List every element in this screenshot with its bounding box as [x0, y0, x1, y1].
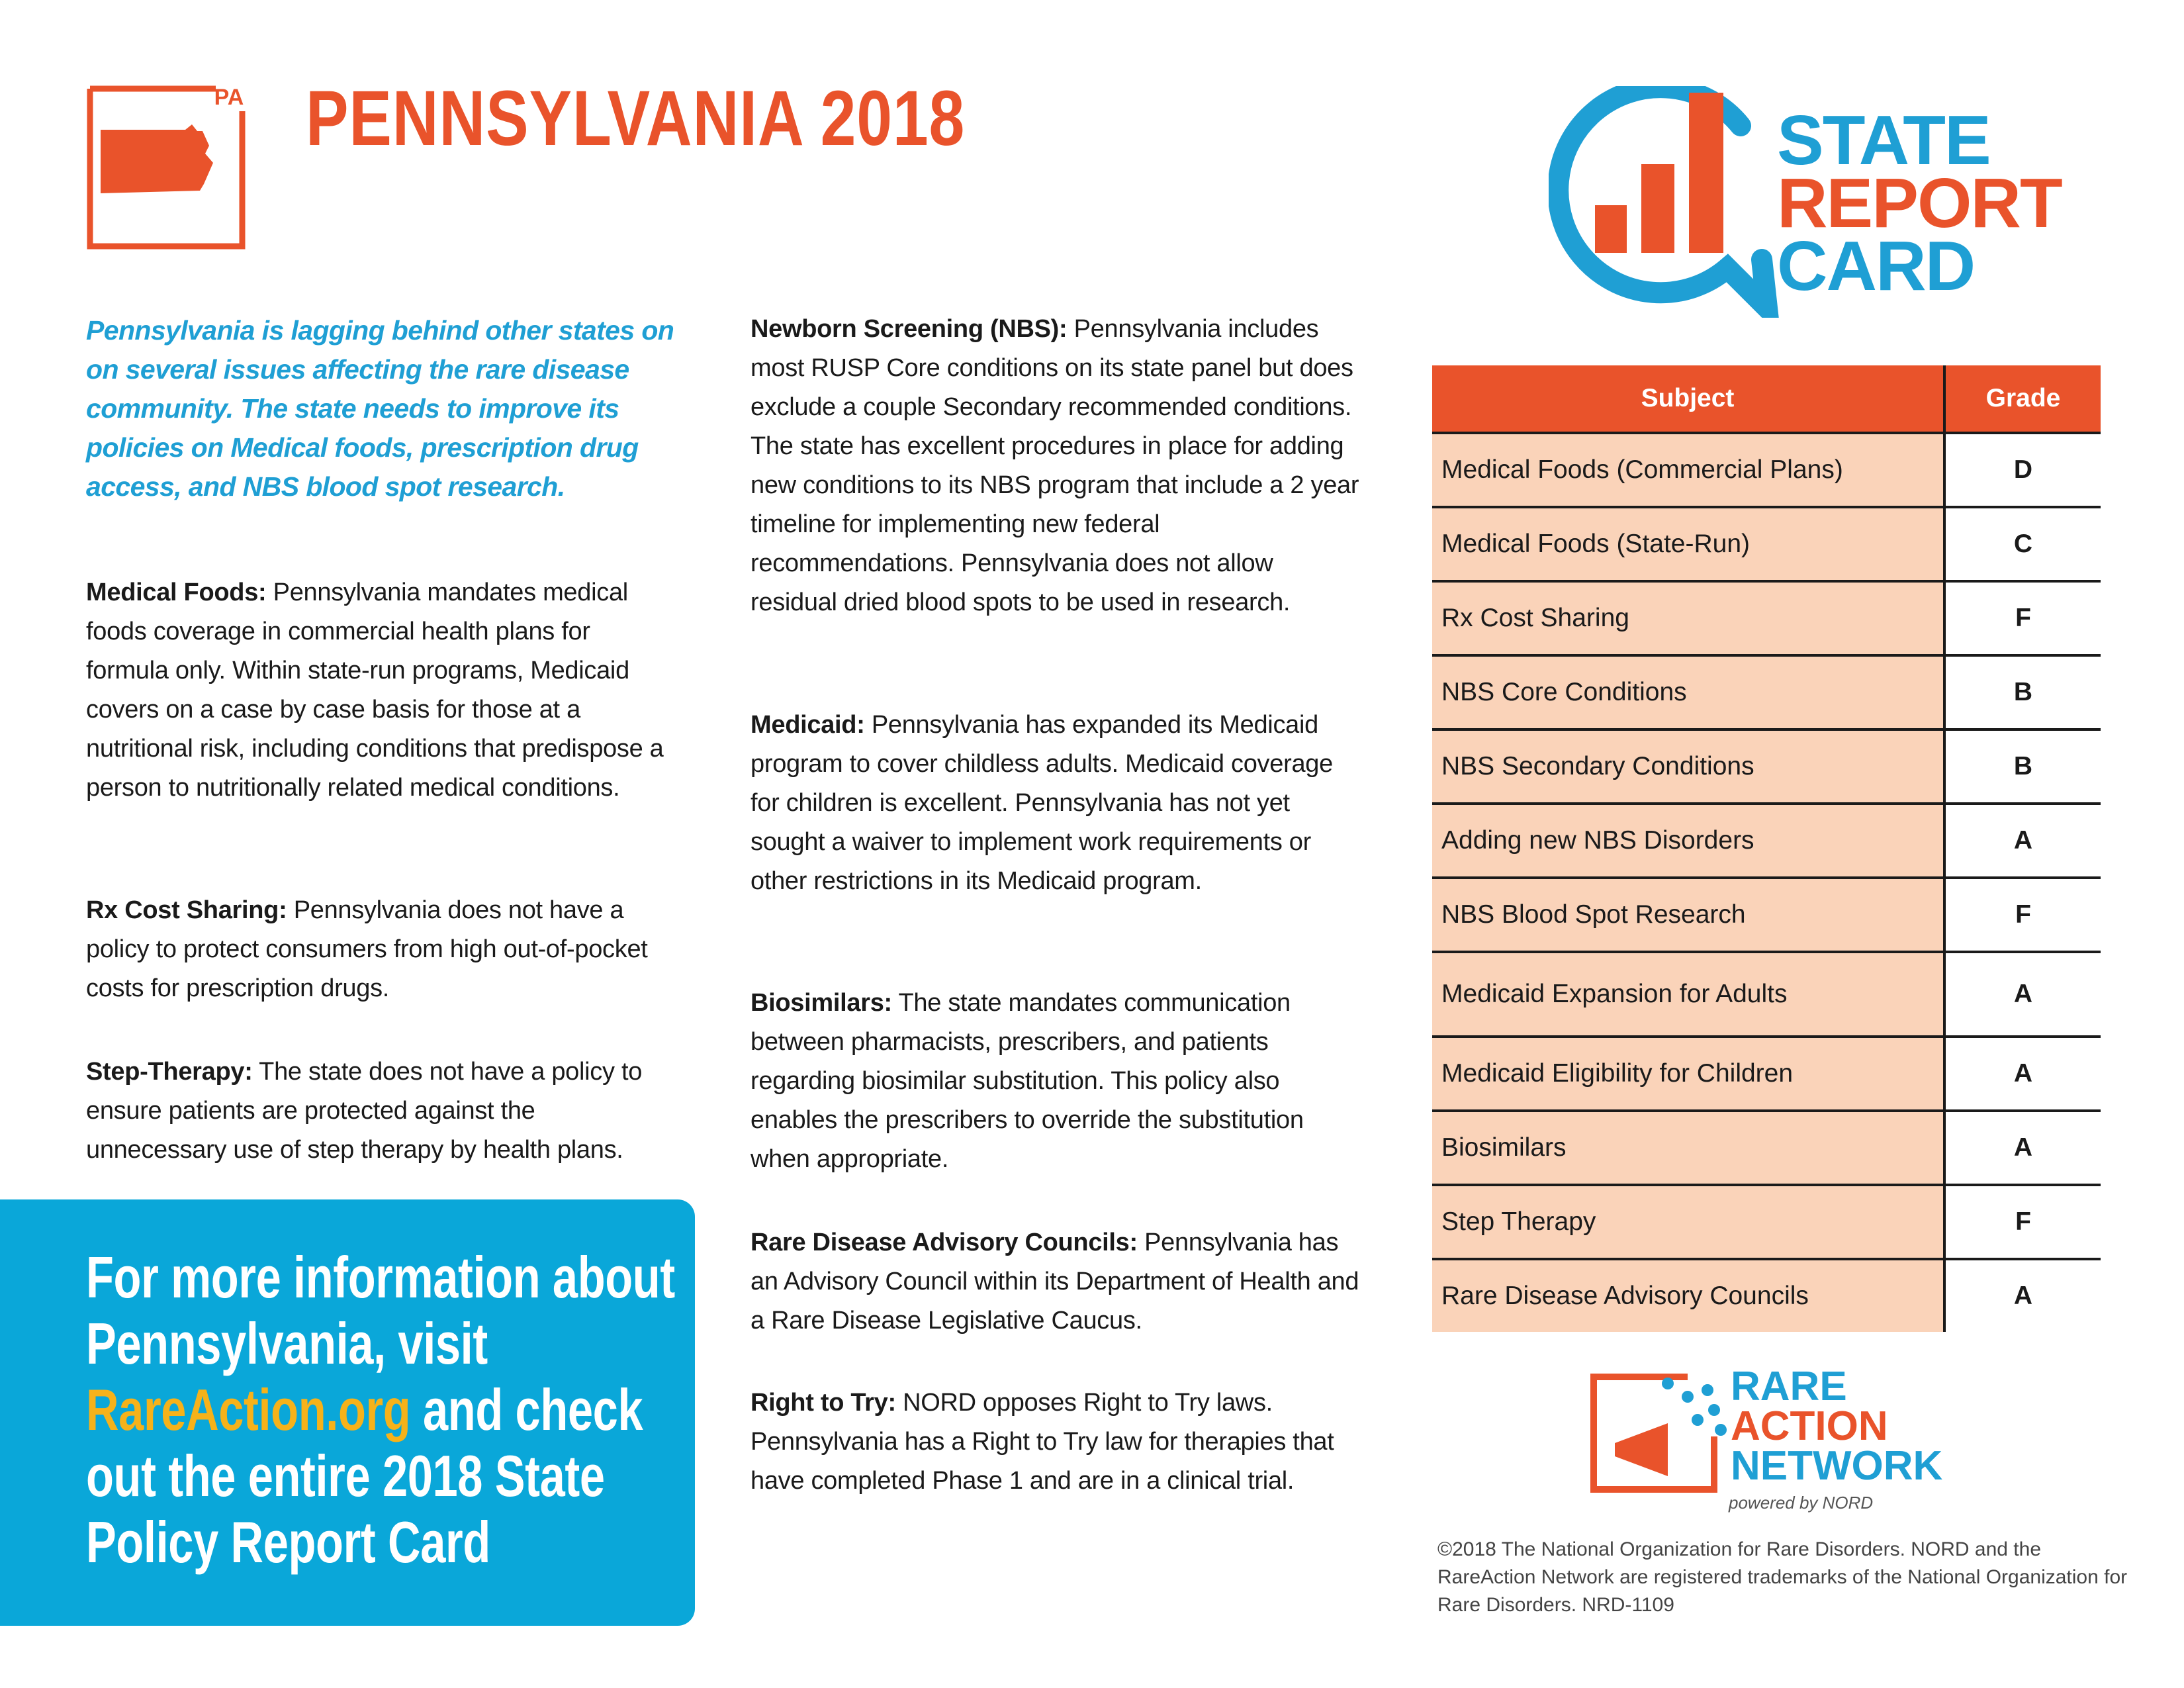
section-rx-cost-sharing — [86, 891, 668, 1008]
grade-cell: F — [1944, 581, 2101, 655]
section-body: Pennsylvania mandates medical foods coverage in commercial health plans for formula only. Within state-run programs, Medicaid covers on a case by case basis for those at a nutritional risk, including conditions that predispose a person to nutritionally related medical conditions. — [86, 579, 664, 802]
logo-wordmark — [1777, 101, 2062, 305]
dot-icon — [1715, 1424, 1727, 1436]
ran-wordmark — [1731, 1364, 1943, 1489]
grade-table — [1432, 365, 2101, 1332]
subject-cell: Step Therapy — [1432, 1185, 1944, 1259]
section-heading: Biosimilars: — [751, 989, 892, 1017]
subject-cell: Medicaid Expansion for Adults — [1432, 952, 1944, 1037]
section-heading: Medical Foods: — [86, 579, 267, 606]
table-row — [1432, 952, 2101, 1037]
chart-bar-icon — [1595, 205, 1627, 253]
section-biosimilars — [751, 984, 1366, 1179]
section-body: NORD opposes Right to Try laws. Pennsylvania has a Right to Try law for therapies that have completed Phase 1 and are in a clinical trial. — [751, 1389, 1334, 1495]
pennsylvania-state-badge — [86, 85, 253, 250]
grade-cell: A — [1944, 1111, 2101, 1185]
subject-cell: Rare Disease Advisory Councils — [1432, 1259, 1944, 1332]
badge-abbr: PA — [214, 85, 244, 110]
table-row — [1432, 433, 2101, 507]
section-body: The state does not have a policy to ensure patients are protected against the unnecessary use of step therapy by health plans. — [86, 1058, 643, 1164]
megaphone-icon — [1615, 1423, 1668, 1476]
section-step-therapy — [86, 1053, 668, 1170]
grade-cell: A — [1944, 1259, 2101, 1332]
section-body: Pennsylvania includes most RUSP Core conditions on its state panel but does exclude a couple Secondary recommended conditions. The state has excellent procedures in place for adding new conditions to its NBS program that include a 2 year timeline for implementing new federal recommendations. Pennsylvania does not allow residual dried blood spots to be used in research. — [751, 315, 1359, 616]
page-title: PENNSYLVANIA 2018 — [306, 75, 966, 162]
section-heading: Right to Try: — [751, 1389, 896, 1417]
subject-cell: Rx Cost Sharing — [1432, 581, 1944, 655]
chart-bar-icon — [1689, 93, 1723, 253]
section-right-to-try — [751, 1383, 1366, 1501]
section-medicaid — [751, 706, 1366, 901]
callout-post: and check out the entire 2018 State Policy Report Card — [86, 1377, 643, 1575]
intro-summary: Pennsylvania is lagging behind other states on on several issues affecting the rare disease community. The state needs to improve its policies on Medical foods, prescription drug access, and NBS blood spot research. — [86, 315, 674, 502]
ran-line-3: NETWORK — [1731, 1443, 1943, 1489]
dot-icon — [1682, 1391, 1694, 1403]
pennsylvania-map-icon — [101, 124, 213, 193]
section-body: Pennsylvania has expanded its Medicaid program to cover childless adults. Medicaid coverage for children is excellent. Pennsylvania has not yet sought a waiver to implement work requirements or other restrictions in its Medicaid program. — [751, 711, 1333, 895]
grade-cell: A — [1944, 804, 2101, 878]
ran-powered-by: powered by NORD — [1729, 1493, 1874, 1513]
grade-cell: A — [1944, 952, 2101, 1037]
grade-cell: F — [1944, 1185, 2101, 1259]
table-row — [1432, 507, 2101, 581]
table-row — [1432, 804, 2101, 878]
rareaction-link[interactable]: RareAction.org — [86, 1377, 411, 1442]
grade-cell: B — [1944, 655, 2101, 729]
grade-cell: C — [1944, 507, 2101, 581]
section-heading: Newborn Screening (NBS): — [751, 315, 1068, 343]
table-row — [1432, 1259, 2101, 1332]
dot-icon — [1702, 1384, 1713, 1396]
copyright-footer: ©2018 The National Organization for Rare Disorders. NORD and the RareAction Network are registered trademarks of the National Organization for Rare Disorders. NRD-1109 — [1437, 1538, 2128, 1616]
callout-text — [86, 1244, 680, 1575]
section-heading: Step-Therapy: — [86, 1058, 253, 1086]
logo-line-3: CARD — [1777, 227, 1975, 305]
table-row — [1432, 655, 2101, 729]
section-medical-foods — [86, 573, 668, 808]
table-row — [1432, 1111, 2101, 1185]
column-header-subject: Subject — [1432, 365, 1944, 433]
callout-pre: For more information about Pennsylvania, visit — [86, 1244, 675, 1376]
chart-bar-icon — [1641, 164, 1674, 253]
subject-cell: NBS Secondary Conditions — [1432, 729, 1944, 804]
section-body: Pennsylvania does not have a policy to protect consumers from high out-of-pocket costs for prescription drugs. — [86, 896, 648, 1002]
section-body: The state mandates communication between pharmacists, prescribers, and patients regarding biosimilar substitution. This policy also enables the prescribers to override the substitution when appropriate. — [751, 989, 1304, 1173]
grade-cell: B — [1944, 729, 2101, 804]
logo-line-2: REPORT — [1777, 164, 2062, 242]
subject-cell: Biosimilars — [1432, 1111, 1944, 1185]
section-body: Pennsylvania has an Advisory Council within its Department of Health and a Rare Disease Legislative Caucus. — [751, 1229, 1359, 1335]
table-header-row — [1432, 365, 2101, 433]
logo-line-1: STATE — [1777, 101, 1990, 179]
subject-cell: Adding new NBS Disorders — [1432, 804, 1944, 878]
grade-cell: F — [1944, 878, 2101, 952]
grade-cell: A — [1944, 1037, 2101, 1111]
subject-cell: NBS Blood Spot Research — [1432, 878, 1944, 952]
subject-cell: NBS Core Conditions — [1432, 655, 1944, 729]
grade-cell: D — [1944, 433, 2101, 507]
table-row — [1432, 581, 2101, 655]
ran-line-2: ACTION — [1731, 1403, 1888, 1449]
section-heading: Rare Disease Advisory Councils: — [751, 1229, 1138, 1256]
table-row — [1432, 1185, 2101, 1259]
table-row — [1432, 878, 2101, 952]
section-newborn-screening — [751, 310, 1366, 622]
column-header-grade: Grade — [1944, 365, 2101, 433]
table-row — [1432, 729, 2101, 804]
subject-cell: Medical Foods (Commercial Plans) — [1432, 433, 1944, 507]
section-rare-disease-councils — [751, 1223, 1366, 1340]
ran-line-1: RARE — [1731, 1364, 1847, 1409]
table-row — [1432, 1037, 2101, 1111]
section-heading: Rx Cost Sharing: — [86, 896, 287, 924]
section-heading: Medicaid: — [751, 711, 865, 739]
subject-cell: Medical Foods (State-Run) — [1432, 507, 1944, 581]
dot-icon — [1708, 1404, 1720, 1416]
dot-icon — [1662, 1378, 1674, 1389]
dot-icon — [1692, 1414, 1704, 1426]
subject-cell: Medicaid Eligibility for Children — [1432, 1037, 1944, 1111]
